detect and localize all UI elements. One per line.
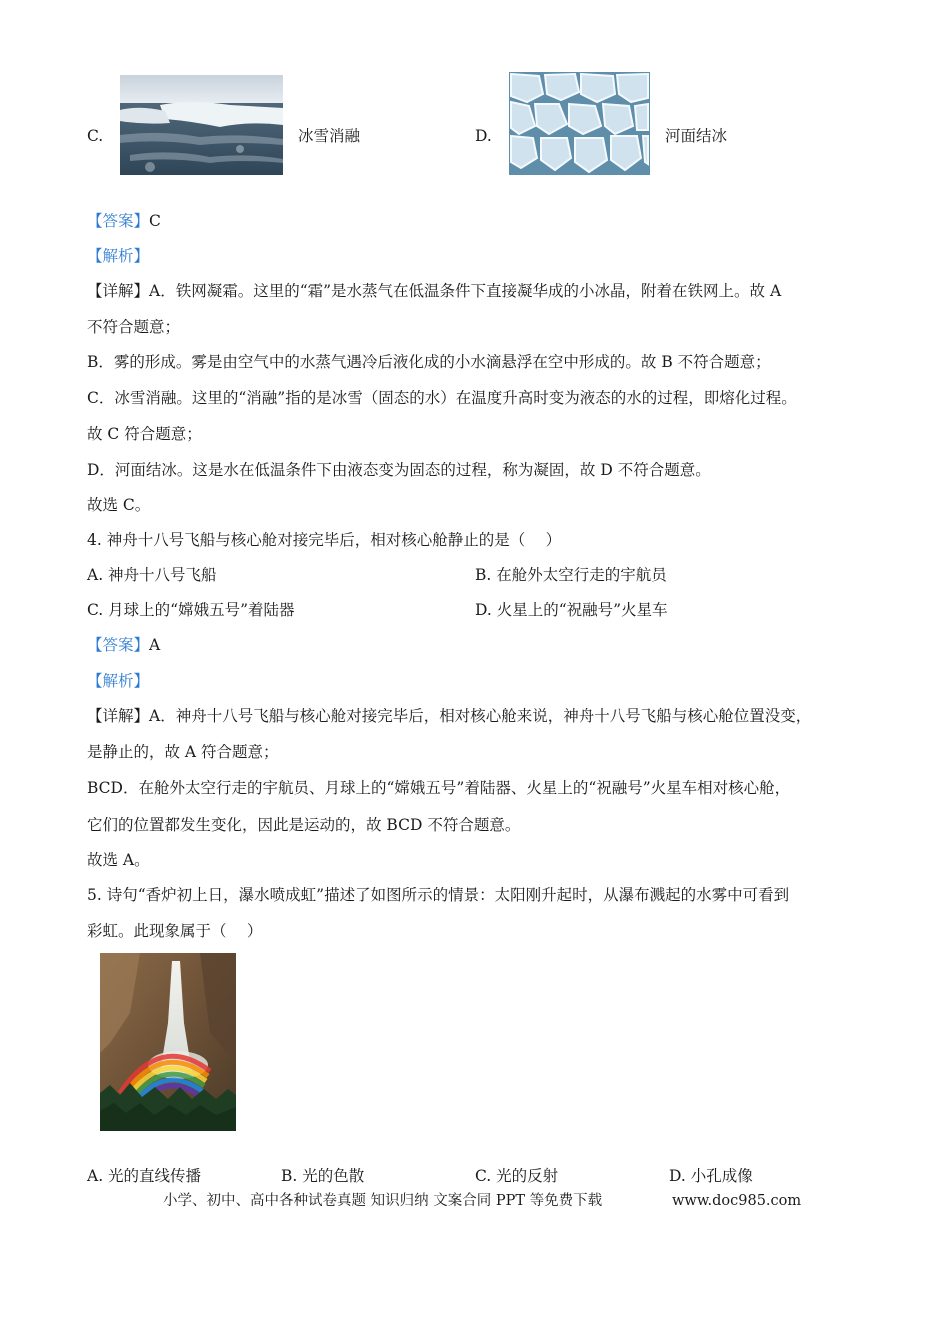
q4-detail-a-line1 <box>87 706 811 726</box>
analysis-tag: 【解析】 <box>87 247 150 265</box>
analysis-tag: 【解析】 <box>87 672 150 690</box>
q5-option-a: A. 光的直线传播 <box>87 1167 202 1185</box>
river-ice-picture <box>509 72 650 175</box>
q4-stem: 4. 神舟十八号飞船与核心舱对接完毕后，相对核心舱静止的是（ ） <box>87 531 562 549</box>
q3-detail-a-line1 <box>87 281 781 301</box>
q5-option-d: D. 小孔成像 <box>669 1167 753 1185</box>
detail-text: A．神舟十八号飞船与核心舱对接完毕后，相对核心舱来说，神舟十八号飞船与核心舱位置没变， <box>149 707 812 725</box>
answer-value: C <box>149 212 161 230</box>
q4-detail-bcd-line1: BCD．在舱外太空行走的宇航员、月球上的“嫦娥五号”着陆器、火星上的“祝融号”火星车相对核心舱， <box>87 779 791 797</box>
waterfall-rainbow-picture <box>100 953 236 1131</box>
option-d-label: 河面结冰 <box>665 127 728 145</box>
q5-stem-line2: 彩虹。此现象属于（ ） <box>87 922 263 940</box>
q5-option-b: B. 光的色散 <box>281 1167 365 1185</box>
detail-tag: 【详解】 <box>87 707 150 725</box>
q3-detail-d-line: D．河面结冰。这是水在低温条件下由液态变为固态的过程，称为凝固，故 D 不符合题意。 <box>87 461 711 479</box>
q4-option-b: B. 在舱外太空行走的宇航员 <box>475 566 667 584</box>
q4-option-a: A. 神舟十八号飞船 <box>87 566 217 584</box>
river-ice-image <box>509 72 650 175</box>
q4-option-d: D. 火星上的“祝融号”火星车 <box>475 601 668 619</box>
melting-ice-image <box>120 75 283 175</box>
q4-answer-line <box>87 635 160 655</box>
q4-conclusion: 故选 A。 <box>87 851 150 869</box>
option-c-letter: C. <box>87 127 104 145</box>
answer-tag: 【答案】 <box>87 212 150 230</box>
answer-value: A <box>149 636 161 654</box>
q3-detail-b-line: B．雾的形成。雾是由空气中的水蒸气遇冷后液化成的小水滴悬浮在空中形成的。故 B 不符合题意； <box>87 353 771 371</box>
detail-tag: 【详解】 <box>87 282 150 300</box>
q4-detail-a-line2: 是静止的，故 A 符合题意； <box>87 743 279 761</box>
option-c-label: 冰雪消融 <box>298 127 361 145</box>
q3-detail-c-line2: 故 C 符合题意； <box>87 425 202 443</box>
waterfall-rainbow-image <box>100 953 236 1131</box>
q5-stem-line1: 5. 诗句“香炉初上日，瀑水喷成虹”描述了如图所示的情景：太阳刚升起时，从瀑布溅起的水雾中可看到 <box>87 886 790 904</box>
q3-conclusion: 故选 C。 <box>87 496 151 514</box>
option-d-letter: D. <box>475 127 492 145</box>
q5-option-c: C. 光的反射 <box>475 1167 559 1185</box>
q4-detail-bcd-line2: 它们的位置都发生变化，因此是运动的，故 BCD 不符合题意。 <box>87 816 521 834</box>
q3-answer-line <box>87 211 161 231</box>
answer-tag: 【答案】 <box>87 636 150 654</box>
q3-detail-a-line2: 不符合题意； <box>87 318 181 336</box>
melting-ice-picture <box>120 75 283 175</box>
q3-detail-c-line1: C．冰雪消融。这里的“消融”指的是冰雪（固态的水）在温度升高时变为液态的水的过程，即熔化过程。 <box>87 389 797 407</box>
footer-text: 小学、初中、高中各种试卷真题 知识归纳 文案合同 PPT 等免费下载 <box>163 1193 603 1209</box>
detail-text: A．铁网凝霜。这里的“霜”是水蒸气在低温条件下直接凝华成的小冰晶，附着在铁网上。故 A <box>149 282 782 300</box>
footer-url[interactable]: www.doc985.com <box>672 1193 802 1209</box>
q4-option-c: C. 月球上的“嫦娥五号”着陆器 <box>87 601 295 619</box>
